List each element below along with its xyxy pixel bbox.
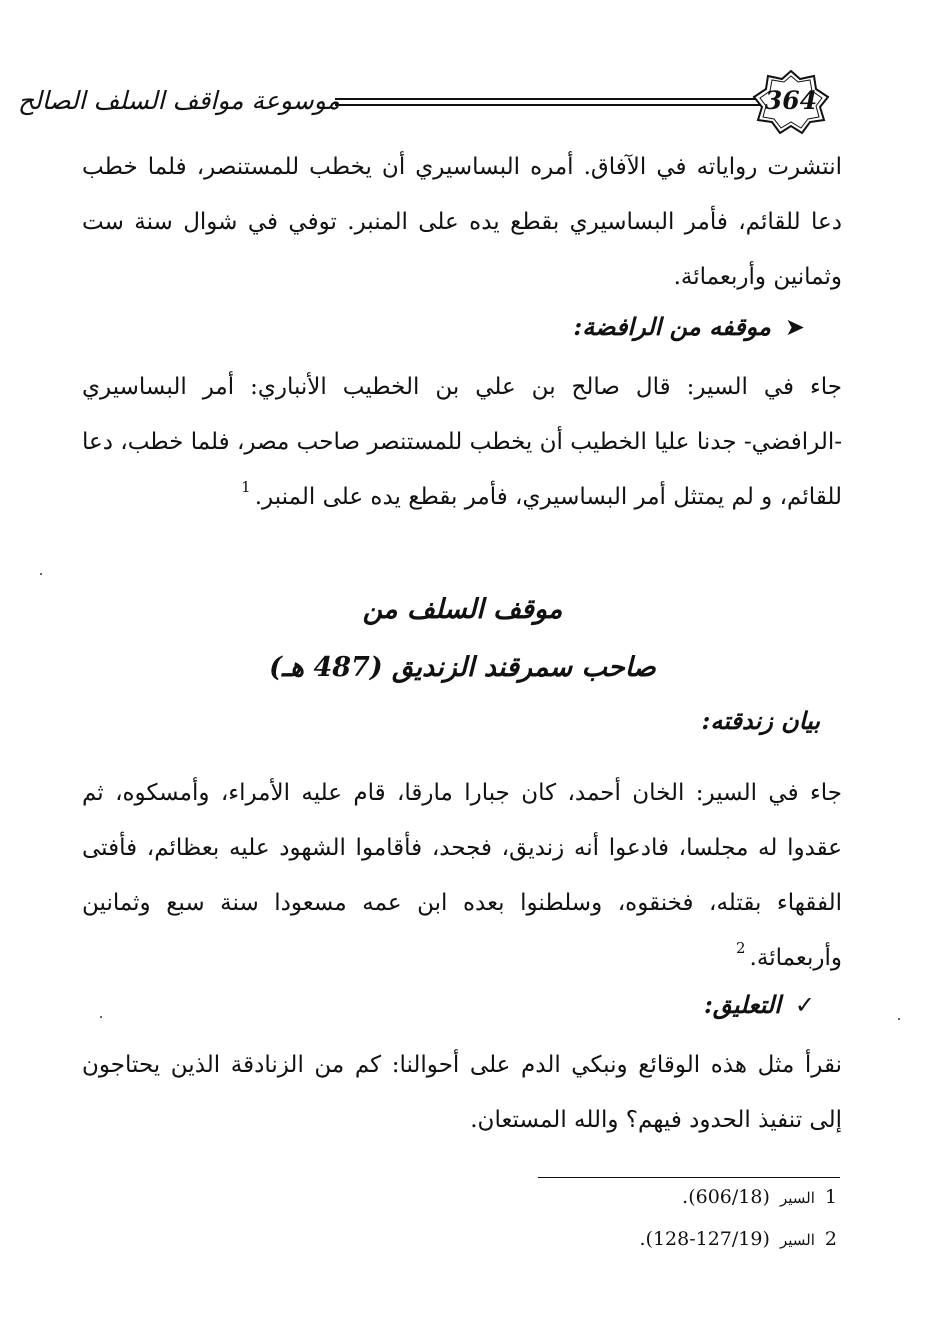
section-heading-taliq-label: التعليق:: [704, 990, 781, 1019]
footnote-2-ref: (127/19-128).: [639, 1228, 770, 1250]
paragraph-2: [82, 360, 842, 525]
check-mark-icon: ✓: [794, 991, 815, 1019]
footnote-ref-2: 2: [736, 939, 746, 957]
scan-speck: [898, 1018, 900, 1020]
page-number-badge: [752, 70, 830, 134]
footnote-2-number: 2: [824, 1228, 837, 1250]
footnote-1-ref: (606/18).: [682, 1186, 770, 1208]
footnote-ref-1: 1: [241, 478, 251, 496]
footnote-rule: [538, 1177, 840, 1178]
footnote-2: [639, 1228, 837, 1250]
arrowhead-bullet-icon: ➤: [784, 313, 805, 341]
footnote-2-source: السير: [779, 1231, 815, 1249]
section-heading-zandaqa: بيان زندقته:: [701, 706, 820, 735]
page-header: [0, 0, 925, 150]
paragraph-4: نقرأ مثل هذه الوقائع ونبكي الدم على أحوالنا: كم من الزنادقة الذين يحتاجون إلى تنفيذ الحدود فيهم؟ والله المستعان.: [82, 1052, 842, 1133]
paragraph-1: انتشرت رواياته في الآفاق. أمره البساسيري أن يخطب للمستنصر، فلما خطب دعا للقائم، فأمر البساسيري بقطع يده على المنبر. توفي في شوال سنة ست وثمانين وأربعمائة.: [82, 154, 842, 290]
section-heading-taliq: [704, 990, 815, 1019]
header-rule: [335, 98, 760, 106]
page-number: 364: [764, 86, 818, 115]
scan-speck: [100, 1016, 102, 1018]
chapter-title-line-2: صاحب سمرقند الزنديق (487 هـ): [269, 652, 656, 683]
book-title: موسوعة مواقف السلف الصالح: [17, 86, 340, 115]
chapter-title-line-1: موقف السلف من: [362, 594, 563, 625]
paragraph-3: [82, 766, 842, 986]
footnote-1-number: 1: [824, 1186, 837, 1208]
footnote-1-source: السير: [779, 1189, 815, 1207]
section-heading-rafida: [573, 312, 805, 341]
footnote-1: [682, 1186, 837, 1208]
scan-speck: [40, 573, 42, 575]
paragraph-3-text: جاء في السير: الخان أحمد، كان جبارا مارقا، قام عليه الأمراء، وأمسكوه، ثم عقدوا له مجلسا، فادعوا أنه زنديق، فجحد، فأقاموا الشهود عليه بعظائم، فأفتى الفقهاء بقتله، فخنقوه، وسلطنوا بعده ابن عمه مسعودا سنة سبع وثمانين وأربعمائة.: [82, 780, 842, 971]
section-heading-rafida-label: موقفه من الرافضة:: [573, 312, 771, 341]
paragraph-2-text: جاء في السير: قال صالح بن علي بن الخطيب الأنباري: أمر البساسيري -الرافضي- جدنا عليا الخطيب أن يخطب للمستنصر صاحب مصر، فلما خطب، دعا للقائم، و لم يمتثل أمر البساسيري، فأمر بقطع يده على المنبر.: [82, 374, 842, 510]
